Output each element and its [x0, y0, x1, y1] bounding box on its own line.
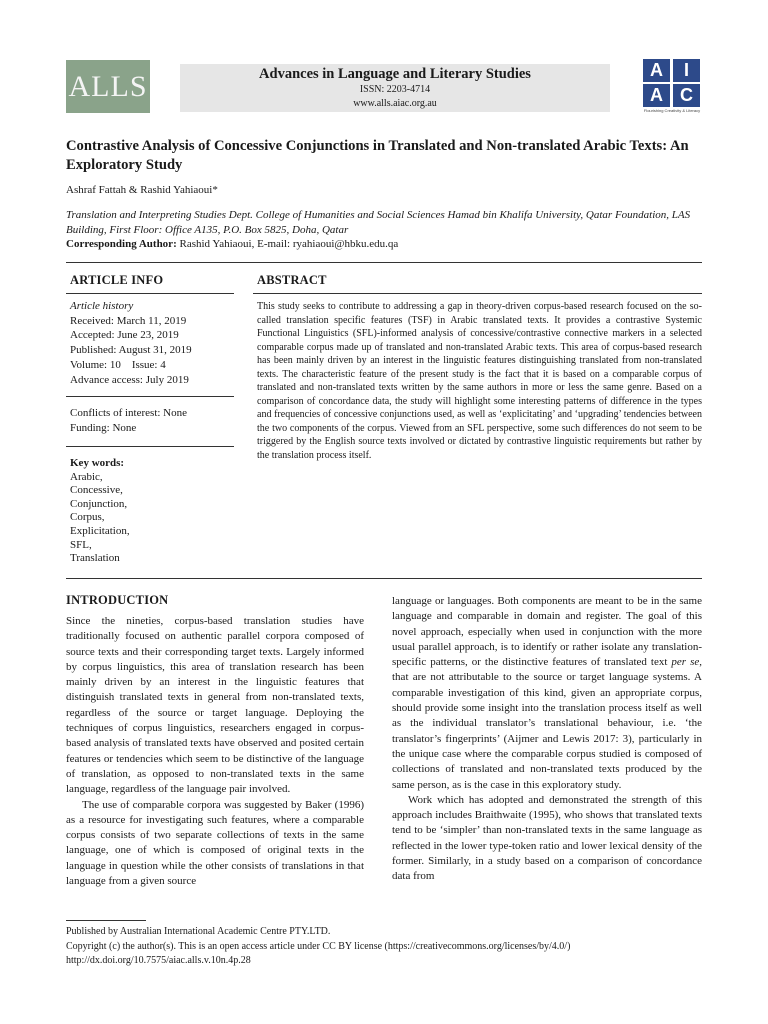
aiac-logo-letter: A: [643, 84, 670, 107]
body-column-right: [392, 594, 702, 885]
footnote-rule: [66, 920, 146, 921]
history-volume: Volume: 10 Issue: 4: [70, 358, 166, 371]
corresponding-label: Corresponding Author:: [66, 238, 177, 250]
history-received: Received: March 11, 2019: [70, 314, 187, 327]
conflicts-funding: [70, 406, 235, 435]
article-affiliation: Translation and Interpreting Studies Dept. College of Humanities and Social Sciences Hamad bin Khalifa University, Qatar Foundation, LAS Building, First Floor: Office A135, P.O. Box 5825, Doha, Qatar: [66, 209, 691, 236]
history-accepted: Accepted: June 23, 2019: [70, 329, 179, 342]
journal-issn: ISSN: 2203-4714: [359, 84, 431, 95]
keywords-label: Key words:: [70, 457, 125, 469]
footer: [66, 925, 570, 969]
aiac-logo-tagline: Flourishing Creativity & Literacy: [643, 108, 701, 113]
body-paragraph: The use of comparable corpora was suggested by Baker (1996) as a resource for investigating such features, where a comparable corpus consists of two separate collections of texts in the same language, one of which is composed of original texts in the language in question while the other consists of translations in that language from a given source: [66, 798, 364, 888]
keyword: Corpus,: [70, 511, 105, 524]
history-published: Published: August 31, 2019: [70, 344, 192, 357]
journal-website[interactable]: www.alls.aiac.org.au: [353, 98, 437, 109]
corresponding-author: [66, 238, 398, 250]
article-info-heading: ARTICLE INFO: [70, 273, 164, 287]
keyword: Conjunction,: [70, 497, 128, 510]
body-text: language or languages. Both components are meant to be in the same language and comparable in domain and register. The goal of this novel approach, especially when used in conjunction with the more usual parallel approach, is to identify or rather isolate any translation-specific patterns, or the distinctive features of translated text: [392, 595, 702, 669]
journal-logo-left: ALLS: [66, 60, 150, 113]
aiac-logo: [643, 59, 701, 115]
aiac-logo-letter: C: [673, 84, 700, 107]
keyword: Explicitation,: [70, 524, 130, 537]
divider-history: [66, 396, 234, 397]
aiac-logo-letter: I: [673, 59, 700, 82]
keyword: Translation: [70, 552, 120, 565]
footer-copyright: Copyright (c) the author(s). This is an open access article under CC BY license (https://creativecommons.org/licenses/by/4.0/): [66, 940, 571, 952]
article-title: Contrastive Analysis of Concessive Conjunctions in Translated and Non-translated Arabic Texts: An Exploratory Study: [66, 138, 689, 173]
corresponding-text: Rashid Yahiaoui, E-mail: ryahiaoui@hbku.edu.qa: [176, 238, 399, 250]
divider-abstract: [253, 293, 702, 294]
body-column-left: [66, 614, 364, 889]
body-emphasis: per se: [671, 656, 700, 669]
body-paragraph: Since the nineties, corpus-based translation studies have traditionally focused on authentic parallel corpora composed of source texts and their corresponding target texts. Largely informed by corpus linguistics, this area of translation research has been mainly driven by an interest in the linguistic features that distinguish translated texts in general from non-translated texts, regardless of the source or target language. Deploying the techniques of corpus linguistics, researchers engaged in corpus-based analysis of translated texts have observed and posited certain features or tendencies which seem to be distinctive of the language of translation, as opposed to non-translated texts in the same language, regardless of the language pair involved.: [66, 615, 364, 796]
keyword: Concessive,: [70, 484, 123, 497]
divider-body: [66, 578, 702, 579]
funding: Funding: None: [70, 421, 137, 434]
abstract-text: This study seeks to contribute to addressing a gap in theory-driven corpus-based research focused on the so-called translation specific features (TSF) in Arabic translated texts. It provides a contrastive Systemic Functional Linguistics (SFL)-informed analysis of concessive/contrastive connective markers in a selected comparable corpus made up of translated and non-translated Arabic texts. This area of corpus-based research has been mainly driven by an interest in the linguistic features distinguishing translated from non-translated texts. The characteristic feature of the present study is the fact that it is based on a comparable corpus of translated and non-translated texts written by the same authors in more or less the same genre. Based on a comparison of concordance data, the study will highlight some interesting patterns of difference in the types and frequencies of concessive conjunctions used, as well as ‘explicitating’ and ‘upgrading’ tendencies between the two components of the corpus. Viewed from an SFL perspective, some such differences do not seem to be triggered by the English source texts involved or dictated by contrastive linguistic requirements but rather by the translation process itself.: [257, 301, 702, 461]
keyword: Arabic,: [70, 470, 103, 483]
footer-publisher: Published by Australian International Academic Centre PTY.LTD.: [66, 926, 331, 937]
abstract-heading: ABSTRACT: [257, 273, 327, 287]
introduction-heading: INTRODUCTION: [66, 593, 169, 607]
history-advance-access: Advance access: July 2019: [70, 373, 189, 386]
journal-title: Advances in Language and Literary Studies: [259, 66, 531, 82]
keywords-block: [70, 457, 235, 566]
body-text: , that are not attributable to the source or target language systems. A comparable investigation of this kind, given an appropriate corpus, should provide some insight into the translation process itself as well as the individual translator’s translational behaviour, i.e. ‘the translator’s fingerprints’ (Aijmer and Lewis 2017: 3), particularly in the unique case where the comparable corpus studied is composed of collections of translated and non-translated texts produced by the same person, as is the case in this exploratory study.: [392, 656, 702, 791]
divider-funding: [66, 446, 234, 447]
body-paragraph: [392, 594, 702, 793]
article-history-label: Article history: [70, 300, 134, 312]
body-paragraph: Work which has adopted and demonstrated the strength of this approach includes Braithwaite (1995), who shows that translated texts tend to be ‘simpler’ than non-translated texts in the same language as reflected in the lower type-token ratio and lower lexical density of the former. Similarly, in a study based on a comparison of concordance data from: [392, 793, 702, 883]
journal-header: [180, 64, 610, 112]
keyword: SFL,: [70, 538, 92, 551]
article-authors: Ashraf Fattah & Rashid Yahiaoui*: [66, 184, 218, 196]
aiac-logo-letter: A: [643, 59, 670, 82]
divider-info: [66, 293, 234, 294]
article-history: [70, 299, 235, 387]
divider-top: [66, 262, 702, 263]
footer-doi-link[interactable]: http://dx.doi.org/10.7575/aiac.alls.v.10n.4p.28: [66, 955, 251, 967]
conflicts-of-interest: Conflicts of interest: None: [70, 407, 188, 419]
